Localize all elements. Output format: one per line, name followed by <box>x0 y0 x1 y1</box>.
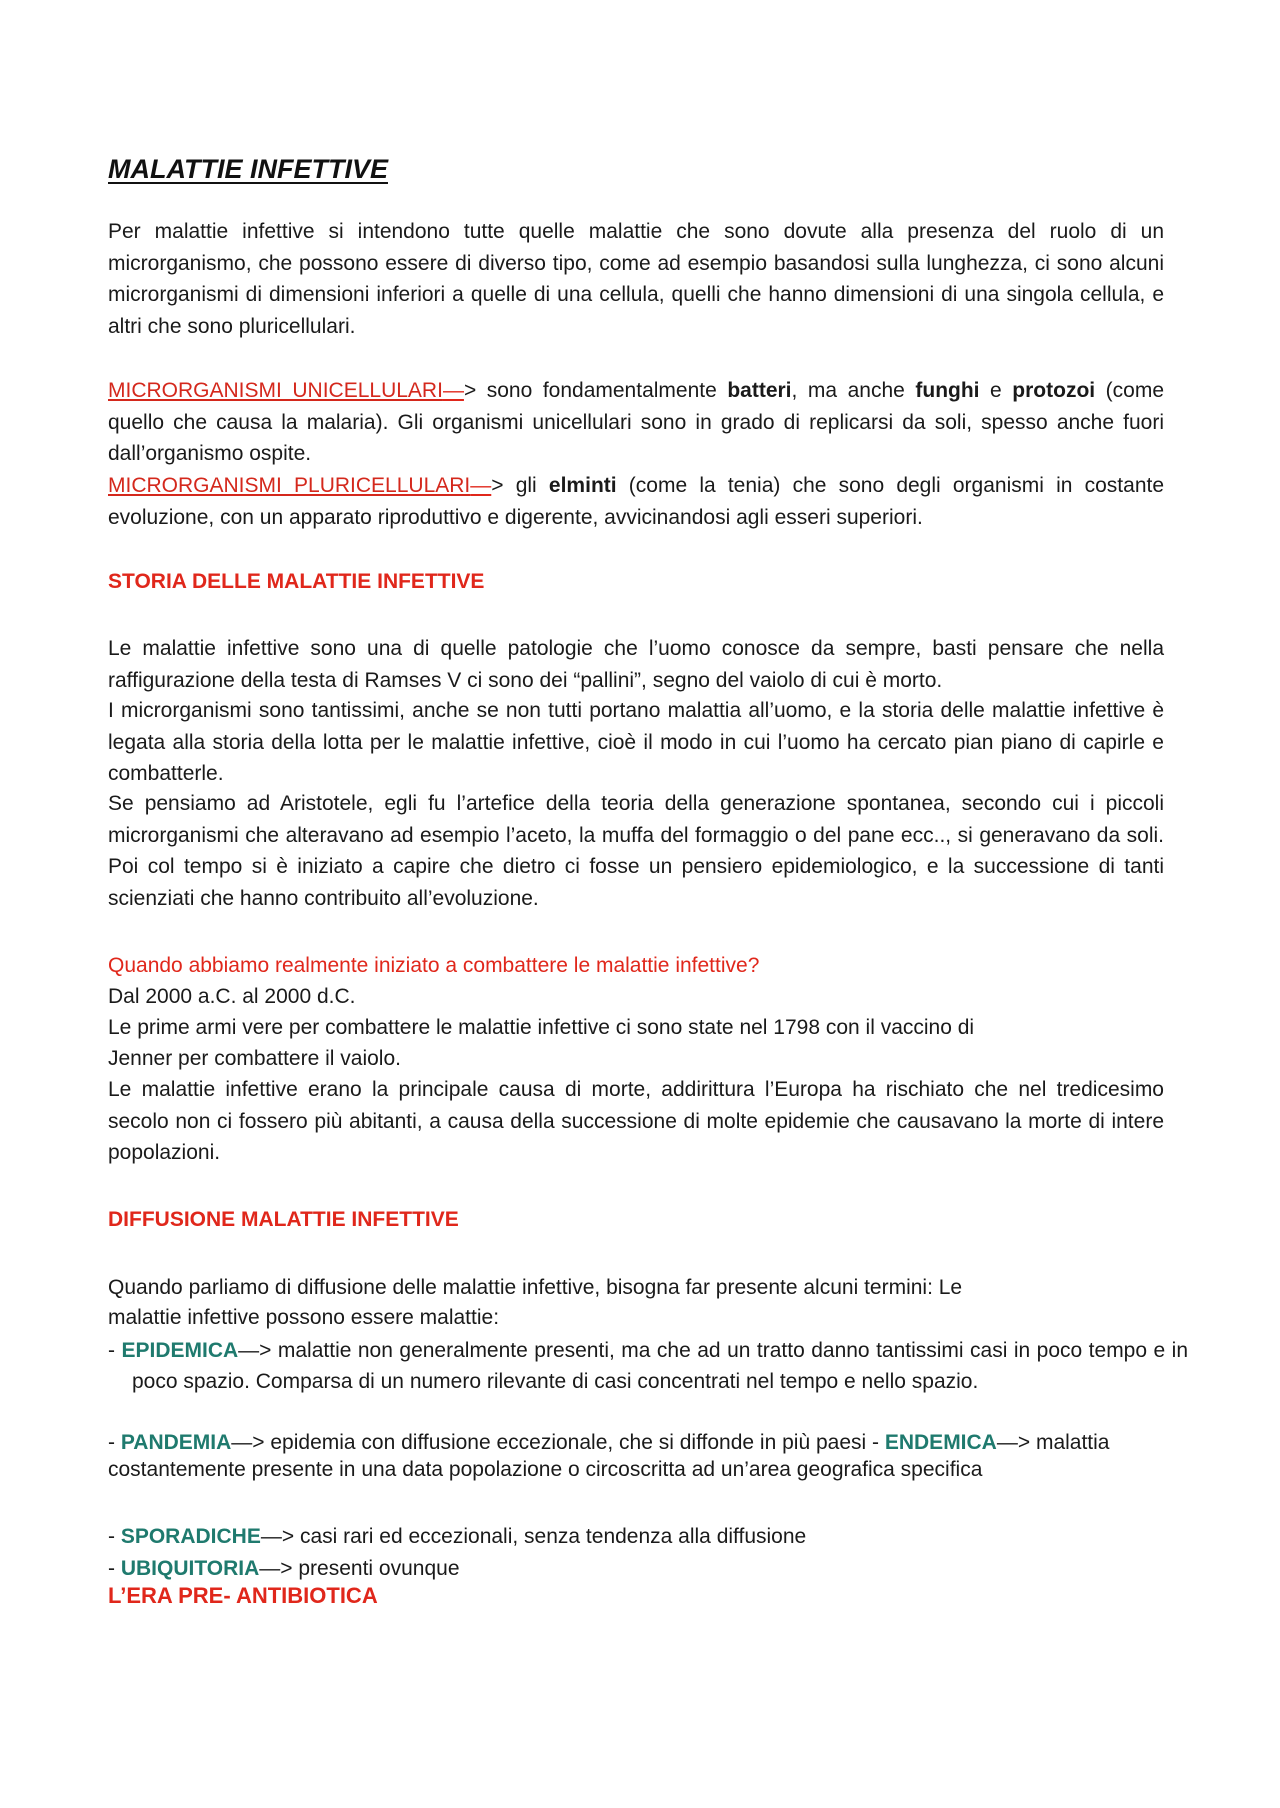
text-span: —> casi rari ed eccezionali, senza tendenza alla diffusione <box>260 1525 807 1548</box>
term-batteri: batteri <box>727 379 792 402</box>
answer-line: Dal 2000 a.C. al 2000 d.C. <box>108 985 356 1008</box>
term-endemica: ENDEMICA <box>884 1431 997 1454</box>
era-heading: L’ERA PRE- ANTIBIOTICA <box>108 1583 378 1608</box>
arrow-dash: — <box>442 379 464 402</box>
pluricellulari-paragraph <box>108 470 1164 533</box>
text-span: —> malattia costantemente presente in una data popolazione o circoscritta ad un’area geografica specifica <box>108 1431 1110 1481</box>
storia-heading: STORIA DELLE MALATTIE INFETTIVE <box>108 570 485 593</box>
text-span: > sono fondamentalmente <box>463 379 728 402</box>
unicellulari-label: MICRORGANISMI UNICELLULARI <box>108 379 443 402</box>
intro-paragraph: Per malattie infettive si intendono tutte quelle malattie che sono dovute alla presenza del ruolo di un microrganismo, che possono essere di diverso tipo, come ad esempio basandosi sulla lunghezza, ci sono alcuni microrganismi di dimensioni inferiori a quelle di una cellula, quelli che hanno dimensioni di una singola cellula, e altri che sono pluricellulari. <box>108 220 1164 338</box>
list-item-ubiquitoria <box>108 1553 1164 1584</box>
term-elminti: elminti <box>548 474 617 497</box>
diffusione-heading: DIFFUSIONE MALATTIE INFETTIVE <box>108 1208 459 1231</box>
mortalita-paragraph: Le malattie infettive erano la principale causa di morte, addirittura l’Europa ha rischiato che nel tredicesimo secolo non ci fossero più abitanti, a causa della successione di molte epidemie che causavano la morte di intere popolazioni. <box>108 1078 1164 1164</box>
text-span: > gli <box>491 474 549 497</box>
list-dash: - <box>108 1339 122 1362</box>
term-funghi: funghi <box>915 379 980 402</box>
storia-paragraph-2: I microrganismi sono tantissimi, anche se non tutti portano malattia all’uomo, e la storia delle malattie infettive è legata alla storia della lotta per le malattie infettive, cioè il modo in cui l’uomo ha cercato pian piano di capirle e combatterle. <box>108 699 1164 785</box>
text-span: —> presenti ovunque <box>259 1557 460 1580</box>
text-span: (come la tenia) che sono degli organismi in costante evoluzione, con un apparato riproduttivo e digerente, avvicinandosi agli esseri superiori. <box>108 474 1165 529</box>
list-dash: - <box>108 1431 121 1454</box>
unicellulari-paragraph <box>108 375 1164 470</box>
diffusione-intro-line-1: Quando parliamo di diffusione delle malattie infettive, bisogna far presente alcuni termini: Le <box>108 1276 963 1299</box>
pluricellulari-label: MICRORGANISMI PLURICELLULARI <box>108 474 471 497</box>
text-span: —> epidemia con diffusione eccezionale, che si diffonde in più paesi - <box>231 1431 885 1454</box>
page-title: MALATTIE INFETTIVE <box>108 154 388 184</box>
text-span: —> malattie non generalmente presenti, ma che ad un tratto danno tantissimi casi in poco tempo e in poco spazio. Comparsa di un numero rilevante di casi concentrati nel tempo e nello spazio. <box>132 1339 1188 1393</box>
text-span: , ma anche <box>791 379 916 402</box>
list-item-epidemica <box>108 1335 1188 1397</box>
list-item-pandemia <box>108 1429 1164 1483</box>
text-span: e <box>979 379 1013 402</box>
storia-paragraph-1: Le malattie infettive sono una di quelle patologie che l’uomo conosce da sempre, basti pensare che nella raffigurazione della testa di Ramses V ci sono dei “pallini”, segno del vaiolo di cui è morto. <box>108 637 1164 692</box>
term-sporadiche: SPORADICHE <box>120 1525 261 1548</box>
question-line: Quando abbiamo realmente iniziato a combattere le malattie infettive? <box>108 954 760 977</box>
term-protozoi: protozoi <box>1012 379 1096 402</box>
storia-paragraph-3: Se pensiamo ad Aristotele, egli fu l’artefice della teoria della generazione spontanea, secondo cui i piccoli microrganismi che alteravano ad esempio l’aceto, la muffa del formaggio o del pane ecc.., si generavano da soli. Poi col tempo si è iniziato a capire che dietro ci fosse un pensiero epidemiologico, e la successione di tanti scienziati che hanno contribuito all’evoluzione. <box>108 792 1164 910</box>
vaccino-line-2: Jenner per combattere il vaiolo. <box>108 1047 401 1070</box>
diffusione-intro-line-2: malattie infettive possono essere malattie: <box>108 1306 500 1329</box>
term-pandemia: PANDEMIA <box>120 1431 232 1454</box>
arrow-dash: — <box>470 474 492 497</box>
term-epidemica: EPIDEMICA <box>121 1339 239 1362</box>
list-dash: - <box>108 1525 121 1548</box>
list-item-sporadiche <box>108 1521 1164 1552</box>
term-ubiquitoria: UBIQUITORIA <box>120 1557 260 1580</box>
text-span: (come quello che causa la malaria). Gli organismi unicellulari sono in grado di replicarsi da soli, spesso anche fuori dall’organismo ospite. <box>108 379 1164 465</box>
vaccino-line-1: Le prime armi vere per combattere le malattie infettive ci sono state nel 1798 con il vaccino di <box>108 1016 975 1039</box>
list-dash: - <box>108 1557 121 1580</box>
